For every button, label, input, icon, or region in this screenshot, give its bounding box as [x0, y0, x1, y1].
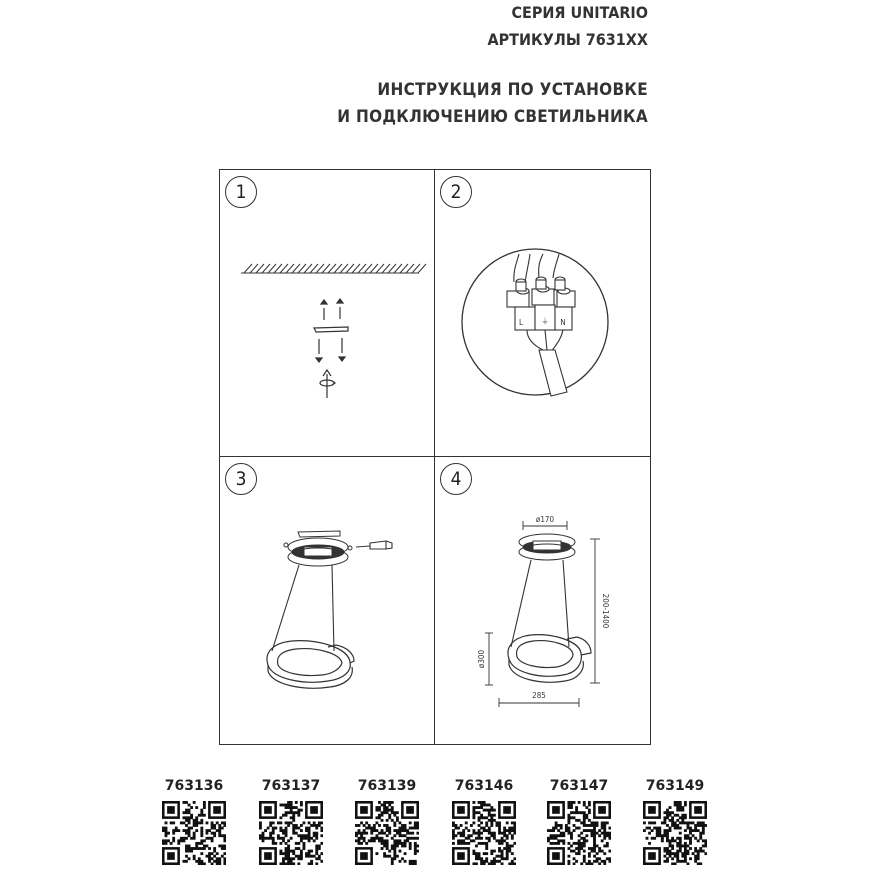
lamp-cable-icon: [527, 330, 567, 396]
article-763136: [159, 778, 229, 865]
article-number: 763147: [549, 778, 609, 794]
mounting-bracket-icon: [314, 299, 348, 362]
qr-code-icon[interactable]: [643, 801, 707, 865]
step-3-panel: [220, 457, 435, 744]
terminal-ground-label: ⏚: [541, 317, 549, 326]
canopy-icon: [284, 531, 352, 566]
ring-diameter-label: ø300: [477, 649, 486, 669]
article-number: 763139: [357, 778, 417, 794]
screw-rotation-icon: [320, 370, 335, 398]
article-763137: [256, 778, 326, 865]
canopy-icon: [519, 534, 575, 560]
article-763139: [352, 778, 422, 865]
qr-code-icon[interactable]: [452, 801, 516, 865]
instruction-title-line2: И ПОДКЛЮЧЕНИЮ СВЕТИЛЬНИКА: [337, 107, 648, 127]
terminal-l-label: L: [518, 318, 524, 327]
instruction-grid: [219, 169, 651, 745]
step-3-number: 3: [225, 463, 257, 495]
height-range-label: 200-1400: [601, 593, 610, 629]
article-number: 763149: [645, 778, 705, 794]
instruction-title-line1: ИНСТРУКЦИЯ ПО УСТАНОВКЕ: [377, 80, 648, 100]
article-title: АРТИКУЛЫ 7631XX: [487, 30, 648, 49]
ceiling-mount-illustration: [220, 170, 434, 456]
step-2-number: 2: [440, 176, 472, 208]
article-codes-row: [0, 778, 872, 872]
step-1-panel: [220, 170, 435, 457]
step-4-number: 4: [440, 463, 472, 495]
step-2-panel: [435, 170, 650, 457]
article-763146: [449, 778, 519, 865]
article-number: 763136: [164, 778, 224, 794]
screwdriver-icon: [356, 541, 392, 549]
dimensions-illustration: [435, 457, 649, 743]
canopy-diameter-label: ø170: [535, 515, 555, 524]
light-ring-icon: [508, 635, 591, 683]
assembly-illustration: [220, 457, 434, 743]
width-label: 285: [532, 691, 546, 700]
article-763147: [544, 778, 614, 865]
qr-code-icon[interactable]: [259, 801, 323, 865]
series-title: СЕРИЯ UNITARIO: [511, 3, 648, 22]
article-763149: [640, 778, 710, 865]
qr-code-icon[interactable]: [355, 801, 419, 865]
wiring-illustration: [435, 170, 649, 456]
suspension-cables-icon: [272, 565, 334, 651]
terminal-n-label: N: [560, 318, 566, 327]
qr-code-icon[interactable]: [547, 801, 611, 865]
step-1-number: 1: [225, 176, 257, 208]
ceiling-hatch-icon: [241, 264, 426, 273]
step-4-panel: [435, 457, 650, 744]
article-number: 763146: [454, 778, 514, 794]
supply-wires-icon: [514, 254, 559, 282]
suspension-cables-icon: [511, 560, 569, 647]
article-number: 763137: [261, 778, 321, 794]
light-ring-icon: [267, 641, 354, 689]
qr-code-icon[interactable]: [162, 801, 226, 865]
